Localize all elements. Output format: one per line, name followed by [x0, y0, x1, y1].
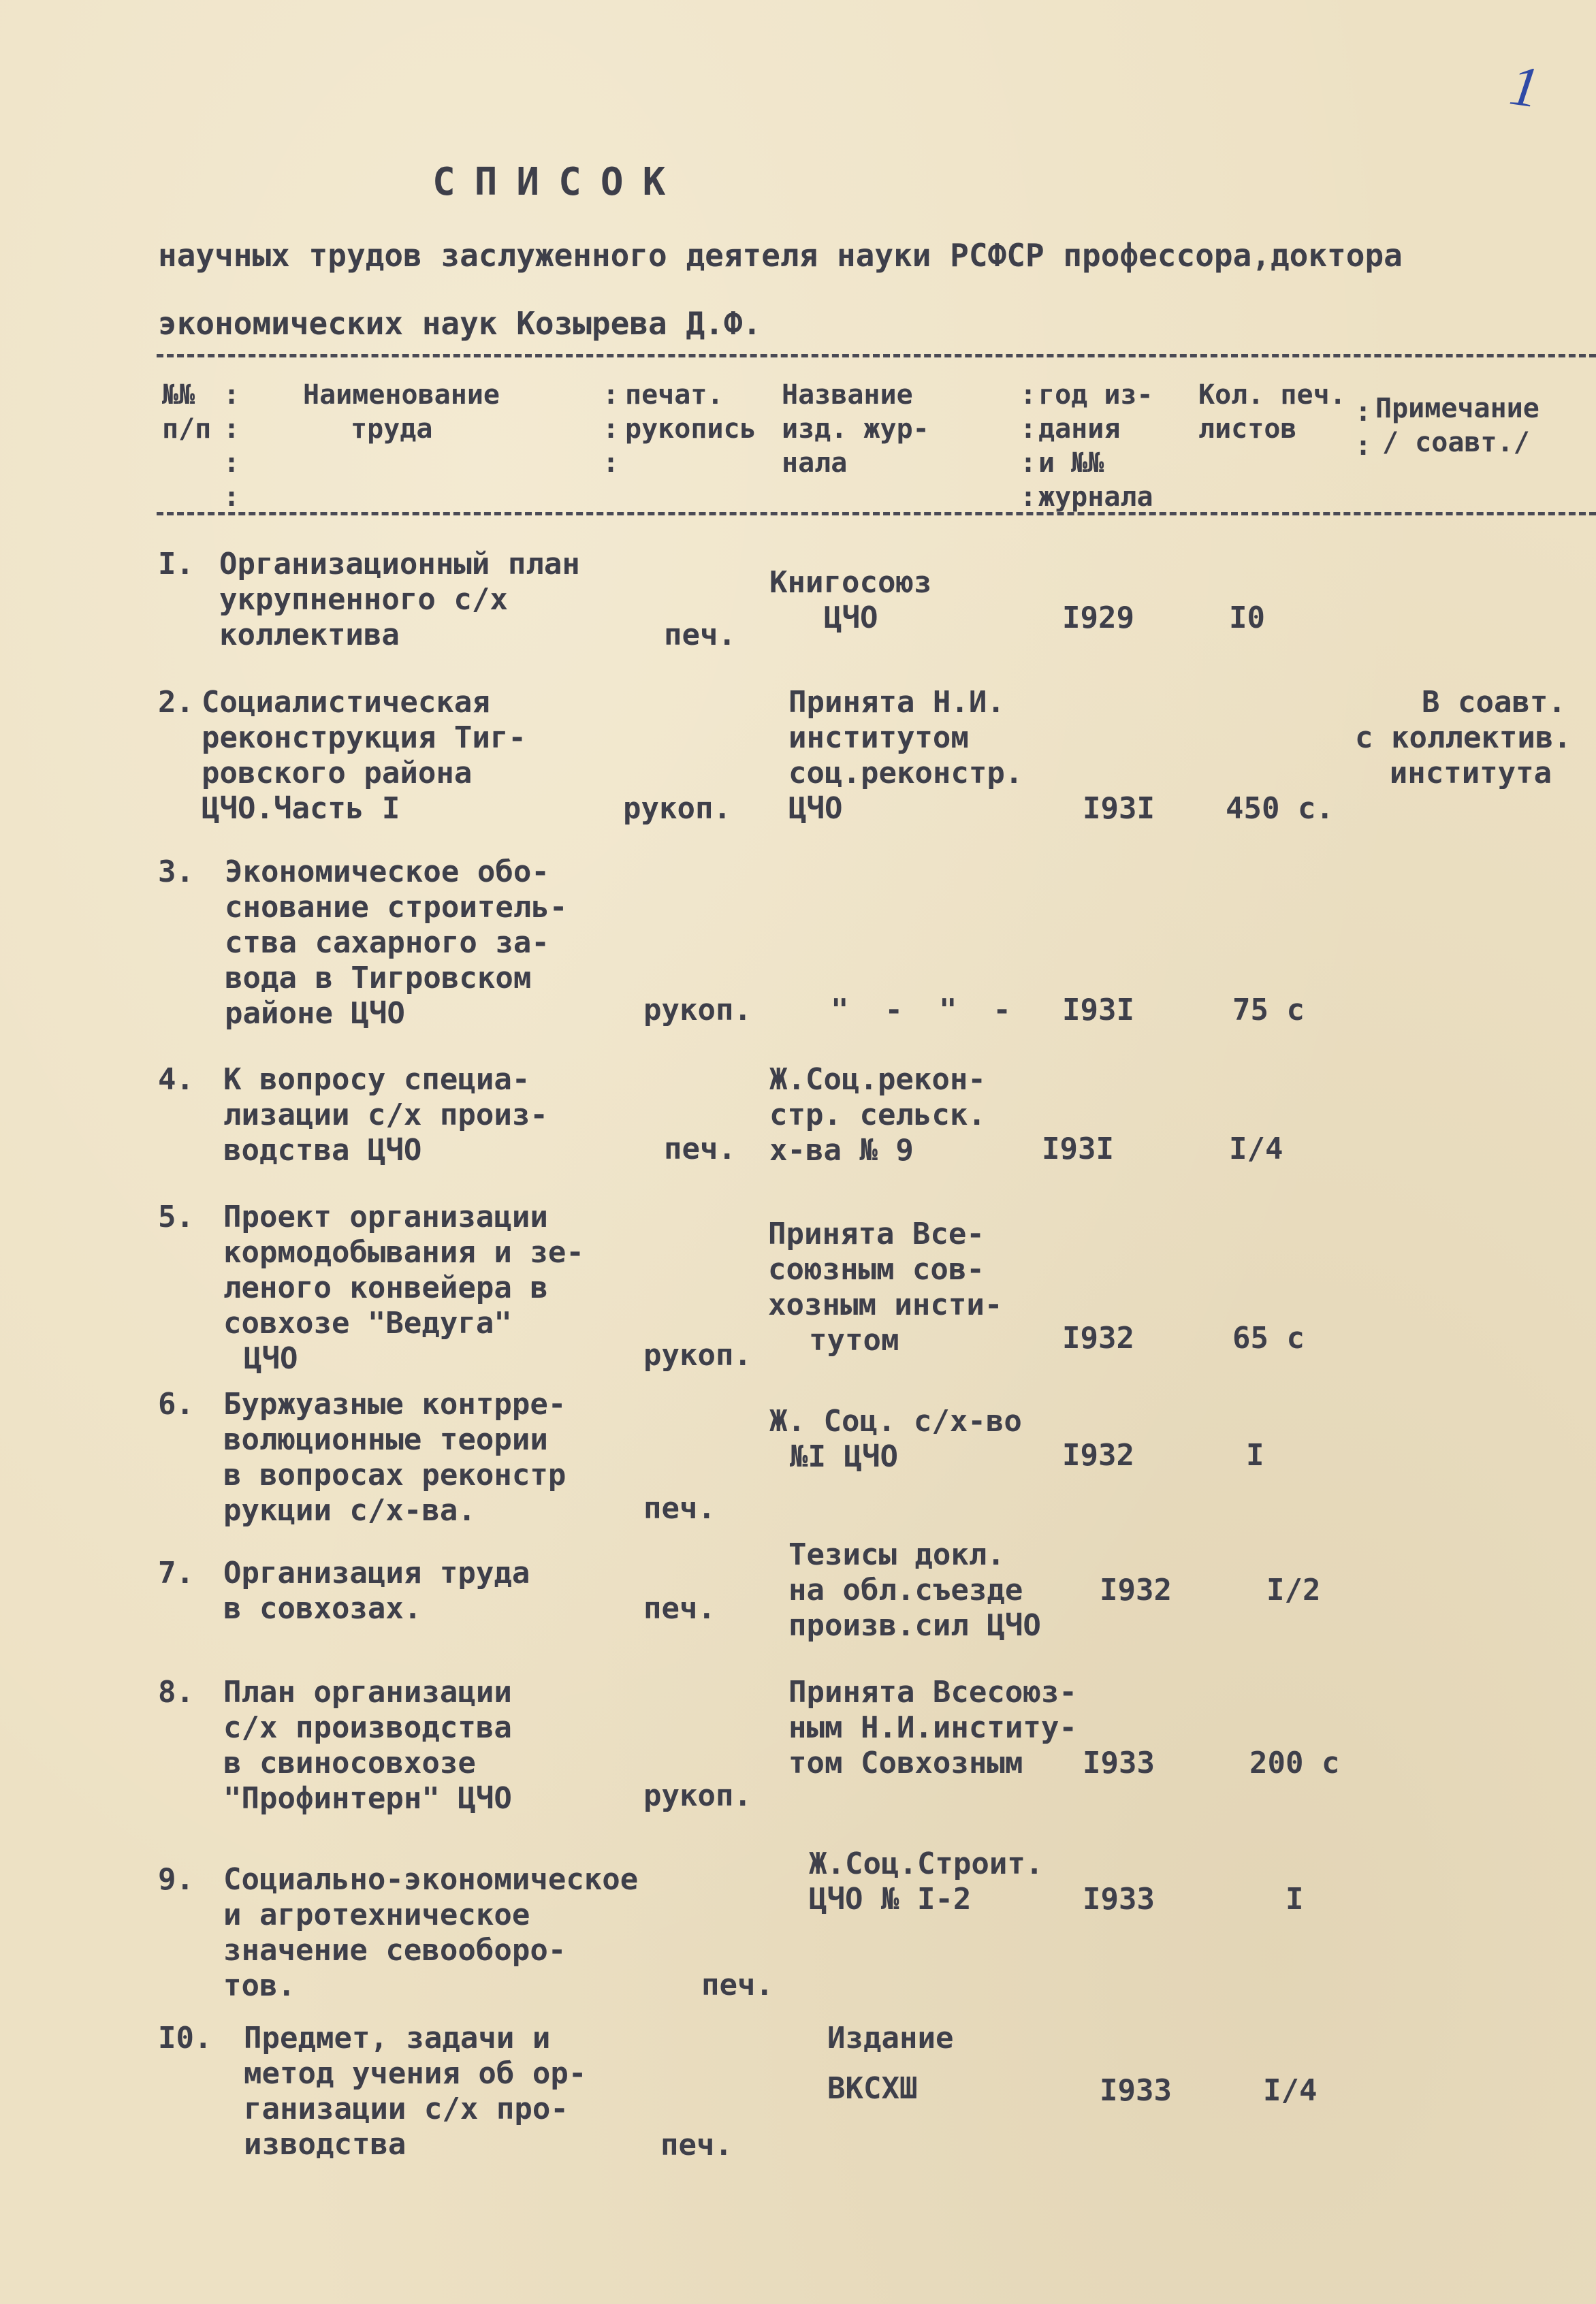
row-title: Социально-экономическое и агротехническое значение севооборо- тов.: [223, 1862, 639, 2003]
row-year: I932: [1062, 1321, 1134, 1356]
row-type: рукоп.: [643, 1338, 752, 1373]
row-number: 3.: [158, 854, 194, 889]
header-divider-1: : : : :: [223, 379, 240, 513]
row-journal: " - " -: [831, 993, 1011, 1027]
document-subtitle-line2: экономических наук Козырева Д.Ф.: [158, 305, 762, 342]
row-number: I.: [158, 547, 194, 581]
row-sheets: I/4: [1229, 1132, 1283, 1166]
row-journal: Принята Всесоюз- ным Н.И.институ- том Совхозным: [788, 1675, 1077, 1780]
row-year: I929: [1062, 601, 1134, 635]
header-note: Примечание / соавт./: [1375, 393, 1539, 458]
row-title: Организационный план укрупненного с/х коллектива: [219, 547, 580, 652]
row-number: 4.: [158, 1062, 194, 1097]
row-year: I93I: [1042, 1132, 1114, 1166]
row-sheets: I/4: [1263, 2073, 1318, 2108]
row-number: 5.: [158, 1200, 194, 1234]
row-title: Проект организации кормодобывания и зе- леного конвейера в совхозе "Ведуга" ЦЧО: [223, 1200, 584, 1376]
row-year: I93I: [1083, 791, 1155, 826]
row-sheets: I0: [1229, 601, 1265, 635]
row-journal: Книгосоюз ЦЧО: [769, 565, 932, 635]
row-type: печ.: [664, 1132, 736, 1166]
page-number: 1: [1505, 53, 1544, 121]
row-type: рукоп.: [643, 993, 752, 1027]
row-title: Предмет, задачи и метод учения об ор- ганизации с/х про- изводства: [244, 2021, 587, 2162]
row-year: I933: [1083, 1882, 1155, 1917]
header-num: №№ п/п: [162, 379, 212, 445]
header-divider-3: : : : :: [1020, 379, 1037, 513]
row-sheets: 75 с: [1232, 993, 1305, 1027]
row-number: 9.: [158, 1862, 194, 1897]
row-sheets: I: [1286, 1882, 1304, 1917]
row-type: рукоп.: [623, 791, 731, 826]
row-year: I932: [1100, 1573, 1172, 1607]
row-type: печ.: [643, 1591, 716, 1626]
row-type: печ.: [701, 1968, 773, 2002]
table-top-rule: [157, 354, 1596, 357]
row-journal: Издание ВКСХШ: [827, 2021, 954, 2106]
row-year: I933: [1100, 2073, 1172, 2108]
row-year: I93I: [1062, 993, 1134, 1027]
row-type: печ.: [643, 1491, 716, 1526]
row-number: 2.: [158, 685, 194, 720]
header-type: печат. рукопись: [625, 379, 756, 445]
row-year: I933: [1083, 1746, 1155, 1780]
row-title: К вопросу специа- лизации с/х произ- водства ЦЧО: [223, 1062, 548, 1168]
row-journal: Принята Н.И. институтом соц.реконстр. ЦЧО: [788, 685, 1023, 826]
row-title: Буржуазные контрре- волюционные теории в вопросах реконстр рукции с/х-ва.: [223, 1387, 566, 1528]
row-journal: Принята Все- союзным сов- хозным инсти- тутом: [768, 1217, 1003, 1358]
document-subtitle-line1: научных трудов заслуженного деятеля науки РСФСР профессора,доктора: [158, 237, 1403, 274]
row-sheets: I/2: [1266, 1573, 1321, 1607]
row-title: План организации с/х производства в свиносовхозе "Профинтерн" ЦЧО: [223, 1675, 512, 1816]
row-number: 6.: [158, 1387, 194, 1422]
row-title: Социалистическая реконструкция Тиг- ровского района ЦЧО.Часть I: [202, 685, 526, 826]
row-type: рукоп.: [643, 1778, 752, 1813]
header-divider-4: : :: [1355, 396, 1372, 462]
row-number: I0.: [158, 2021, 212, 2055]
row-sheets: 200 с: [1249, 1746, 1340, 1780]
header-divider-2: : : :: [603, 379, 620, 479]
row-journal: Ж.Соц.Строит. ЦЧО № I-2: [809, 1846, 1044, 1917]
header-year: год из- дания и №№ журнала: [1038, 379, 1153, 513]
row-title: Организация труда в совхозах.: [223, 1556, 530, 1626]
row-sheets: 450 с.: [1226, 791, 1334, 826]
header-name: Наименование труда: [303, 379, 500, 445]
row-note: В соавт. с коллектив. института: [1355, 685, 1571, 790]
row-type: печ.: [660, 2128, 733, 2162]
table-header-rule: [157, 512, 1596, 515]
row-sheets: 65 с: [1232, 1321, 1305, 1356]
row-title: Экономическое обо- снование строитель- ства сахарного за- вода в Тигровском районе ЦЧО: [225, 854, 568, 1031]
document-title: СПИСОК: [432, 160, 685, 204]
row-sheets: I: [1246, 1438, 1264, 1473]
header-journal: Название изд. жур- нала: [782, 379, 929, 479]
row-journal: Ж. Соц. с/х-во №I ЦЧО: [769, 1404, 1022, 1474]
row-year: I932: [1062, 1438, 1134, 1473]
row-journal: Тезисы докл. на обл.съезде произв.сил ЦЧО: [788, 1537, 1041, 1643]
row-number: 7.: [158, 1556, 194, 1590]
row-journal: Ж.Соц.рекон- стр. сельск. х-ва № 9: [769, 1062, 986, 1168]
row-number: 8.: [158, 1675, 194, 1710]
row-type: печ.: [664, 618, 736, 652]
header-sheets: Кол. печ. листов: [1198, 379, 1346, 445]
